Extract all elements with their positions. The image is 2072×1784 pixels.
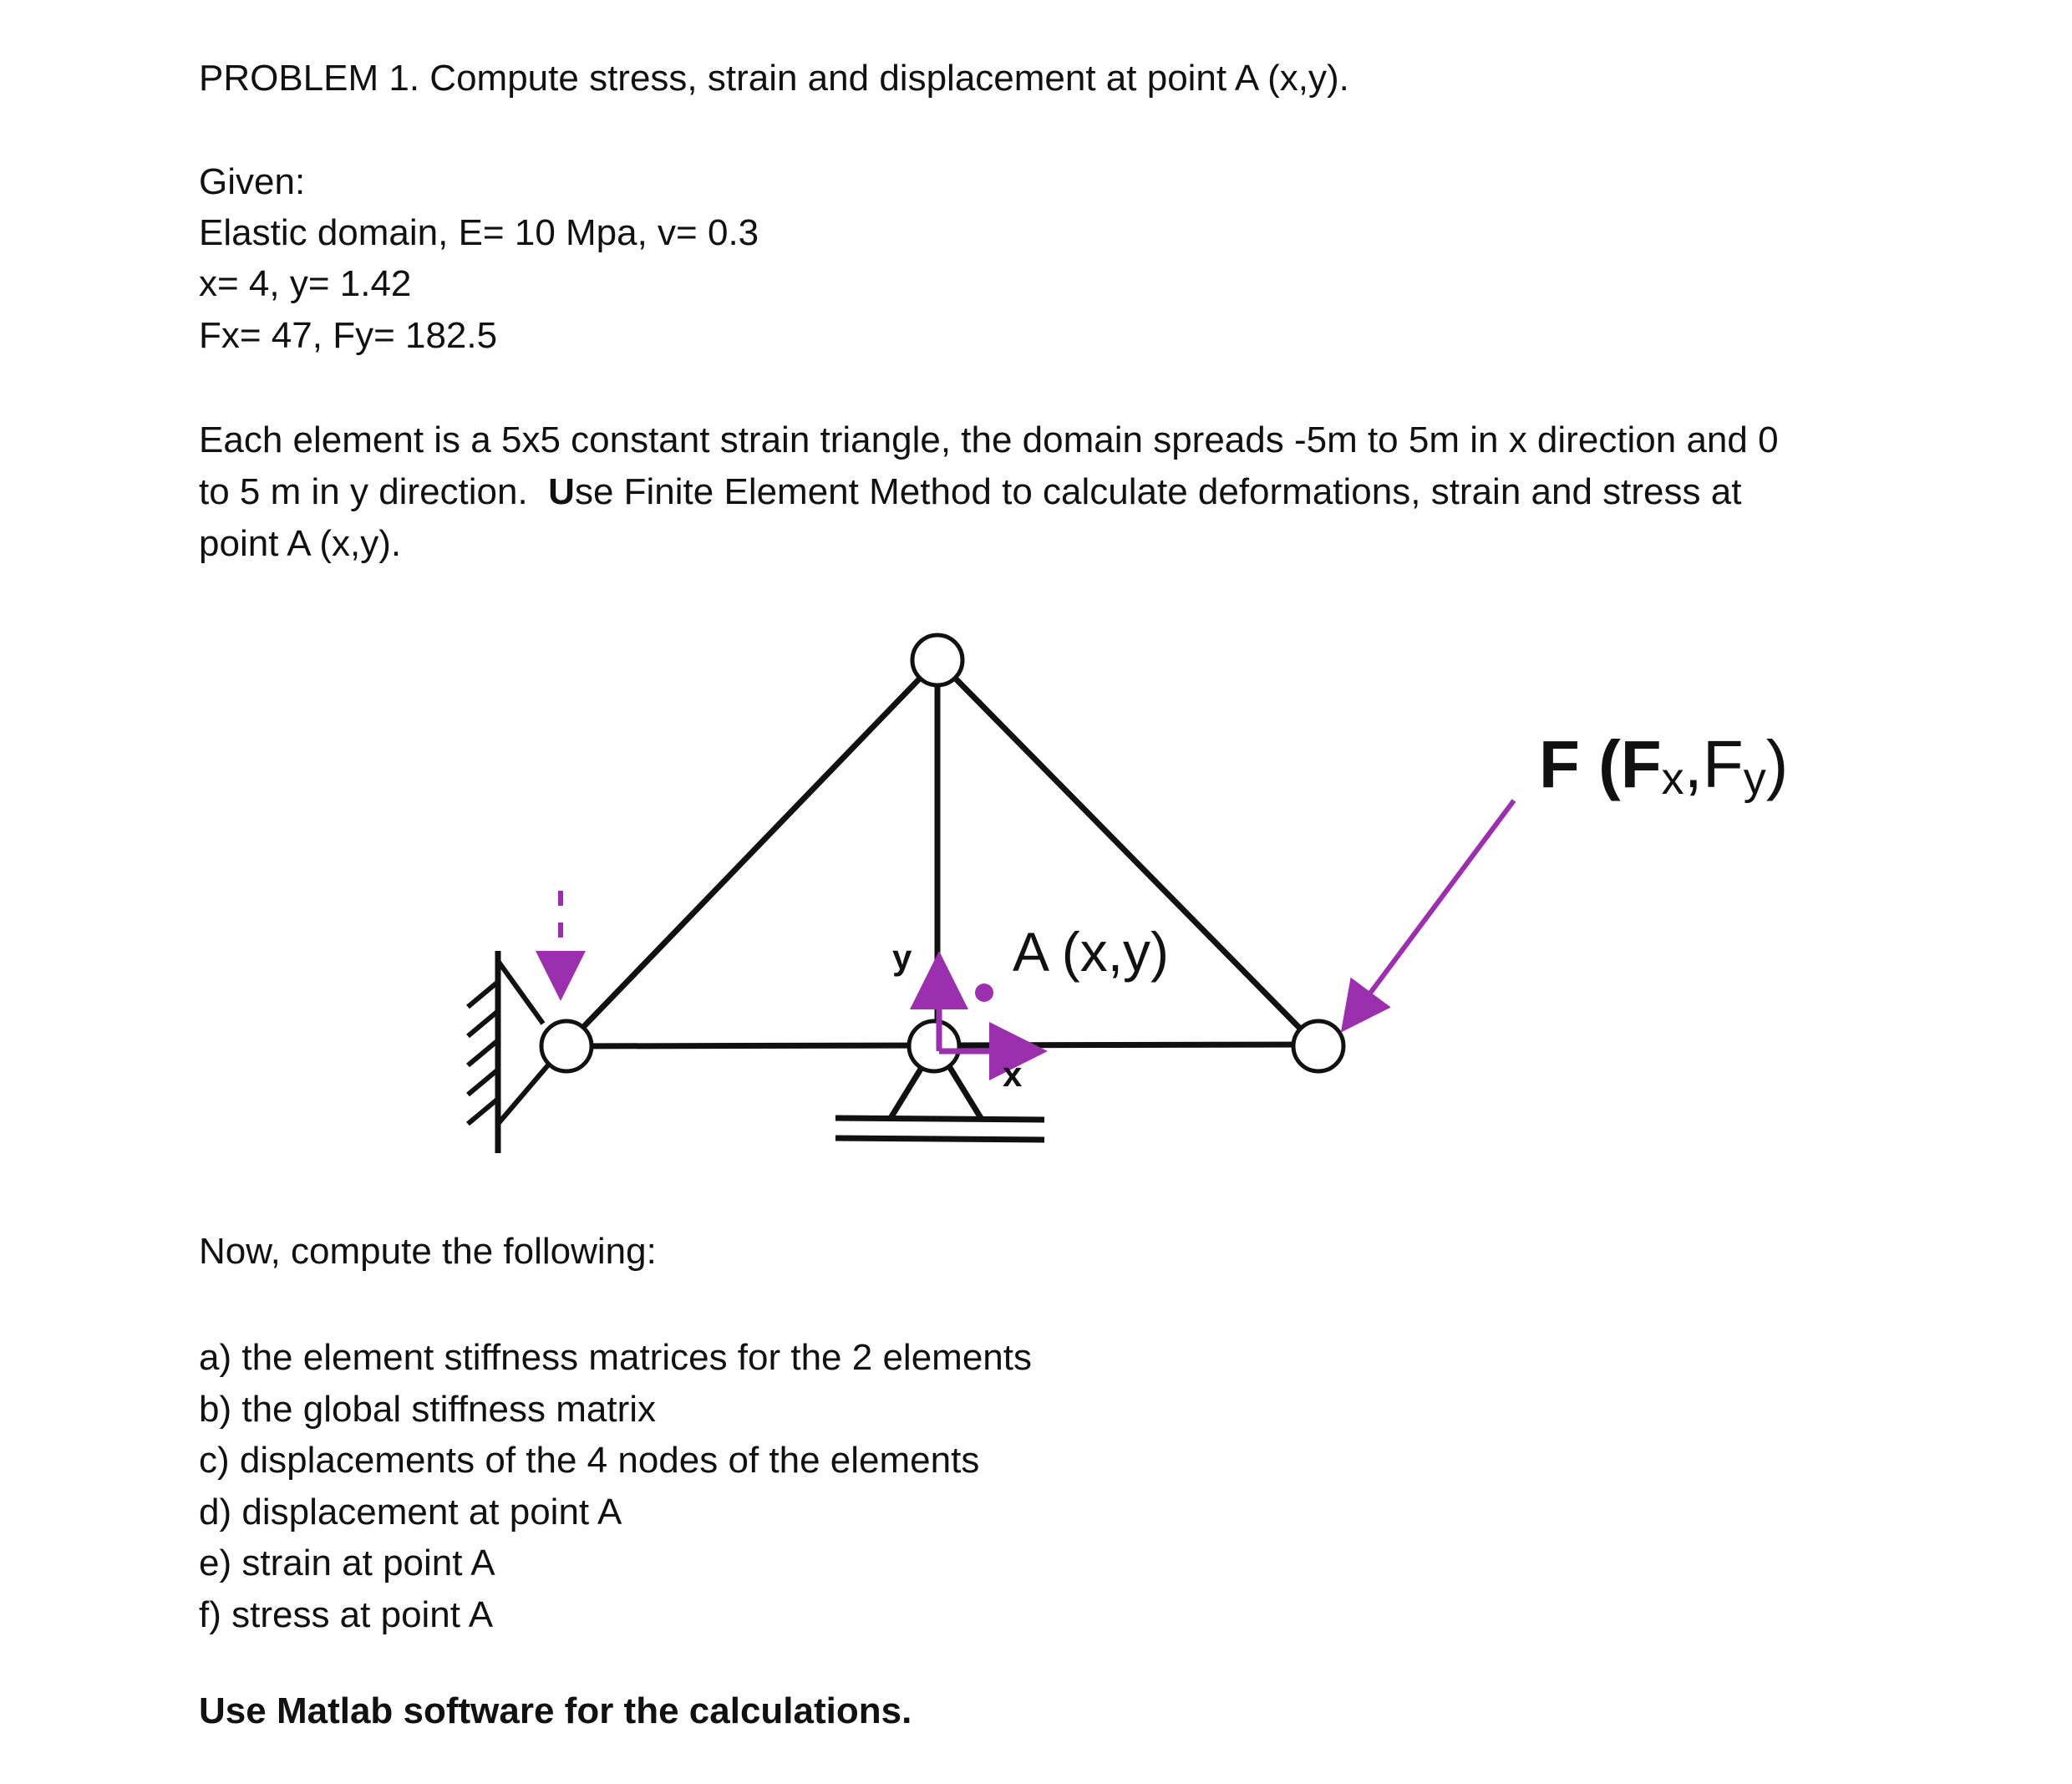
- task-item-d: d) displacement at point A: [199, 1491, 622, 1532]
- force-label: [1539, 727, 1788, 804]
- description-bold-letter: U: [548, 471, 575, 512]
- tasks-list: [199, 1332, 1032, 1640]
- wall-hatch: [468, 1070, 498, 1095]
- member-left-diagonal: [566, 660, 937, 1044]
- description-line-3: point A (x,y).: [199, 523, 402, 564]
- task-item-e: e) strain at point A: [199, 1543, 495, 1583]
- force-arrow: [1347, 801, 1514, 1024]
- description-line-1: Each element is a 5x5 constant strain triangle, the domain spreads -5m to 5m in x direction and 0: [199, 419, 1779, 460]
- task-item-b: b) the global stiffness matrix: [199, 1388, 656, 1430]
- tasks-heading: Now, compute the following:: [199, 1231, 657, 1272]
- point-a-label: A (x,y): [1013, 921, 1170, 983]
- wall-hatch: [468, 1040, 498, 1065]
- point-a-marker: [975, 983, 993, 1002]
- given-heading: Given:: [199, 161, 306, 202]
- ground-line-upper: [835, 1118, 1044, 1120]
- node-right: [1293, 1021, 1343, 1071]
- wall-brace-upper: [498, 961, 543, 1024]
- wall-hatch: [468, 1099, 498, 1124]
- wall-hatch: [468, 1011, 498, 1036]
- node-center: [909, 1021, 959, 1071]
- fixed-wall-support: [468, 951, 551, 1153]
- description-line-2-start: to 5 m in y direction.: [199, 471, 549, 512]
- force-label-comma: ,F: [1684, 727, 1744, 801]
- problem-title: PROBLEM 1. Compute stress, strain and displacement at point A (x,y).: [199, 58, 1349, 99]
- force-sub-x: x: [1661, 754, 1684, 804]
- description-line-2-end: se Finite Element Method to calculate deformations, strain and stress at: [574, 471, 1742, 512]
- node-top: [912, 635, 962, 685]
- x-axis-label: x: [1003, 1055, 1023, 1094]
- wall-hatch: [468, 982, 498, 1007]
- force-label-close: ): [1765, 727, 1789, 801]
- force-sub-y: y: [1743, 754, 1766, 804]
- task-item-f: f) stress at point A: [199, 1593, 494, 1635]
- footer-note: Use Matlab software for the calculations.: [199, 1690, 912, 1731]
- y-axis-label: y: [892, 938, 912, 977]
- wall-brace-lower: [498, 1061, 551, 1124]
- member-right-diagonal: [937, 660, 1316, 1044]
- task-item-c: c) displacements of the 4 nodes of the elements: [199, 1440, 980, 1481]
- task-item-a: a) the element stiffness matrices for the 2 elements: [199, 1337, 1032, 1378]
- node-left: [541, 1021, 592, 1071]
- given-force-components: Fx= 47, Fy= 182.5: [199, 315, 498, 356]
- force-label-main: F (F: [1539, 727, 1662, 801]
- given-material: Elastic domain, E= 10 Mpa, v= 0.3: [199, 212, 759, 253]
- ground-line-lower: [835, 1138, 1044, 1140]
- given-point-coordinates: x= 4, y= 1.42: [199, 263, 412, 304]
